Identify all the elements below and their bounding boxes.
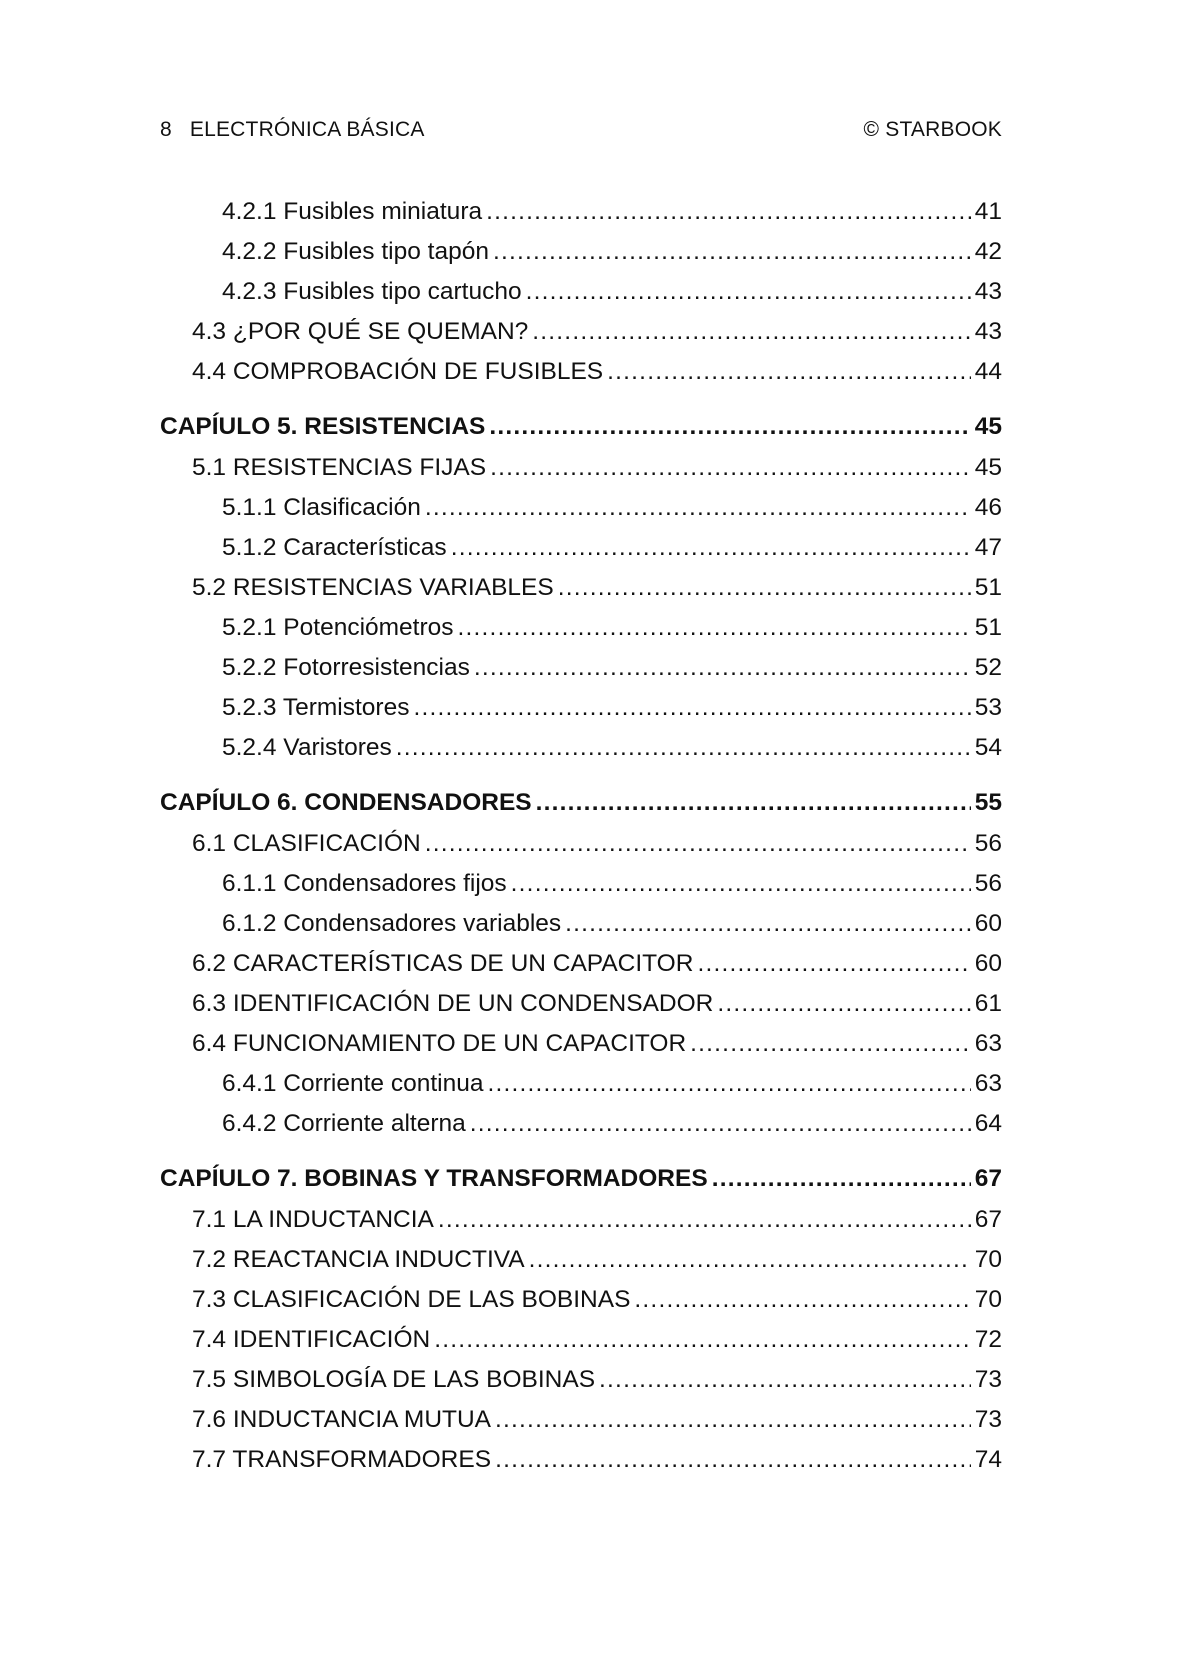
dot-leader [634, 1280, 970, 1320]
dot-leader [488, 1064, 971, 1104]
toc-entry [160, 1104, 1002, 1144]
toc-entry [160, 824, 1002, 864]
dot-leader [599, 1360, 971, 1400]
dot-leader [495, 1440, 971, 1480]
dot-leader [529, 1240, 971, 1280]
toc-entry [160, 608, 1002, 648]
header-left [160, 118, 443, 142]
toc-entry-title: 6.1 CLASIFICACIÓN [192, 830, 421, 857]
dot-leader [511, 864, 971, 904]
dot-leader [526, 272, 971, 312]
toc-entry-page: 54 [974, 734, 1002, 761]
dot-leader [425, 824, 971, 864]
toc-entry-title: CAPÍULO 7. BOBINAS Y TRANSFORMADORES [160, 1165, 708, 1192]
toc-entry [160, 352, 1002, 392]
toc-entry-page: 41 [974, 198, 1002, 225]
toc-entry-title: 6.4 FUNCIONAMIENTO DE UN CAPACITOR [192, 1030, 687, 1057]
toc-entry-title: 6.4.2 Corriente alterna [222, 1110, 466, 1137]
toc-entry [160, 984, 1002, 1024]
toc-entry-page: 56 [974, 830, 1002, 857]
dot-leader [413, 688, 970, 728]
table-of-contents [160, 192, 1002, 1480]
toc-entry-title: 5.1.1 Clasificación [222, 494, 421, 521]
toc-entry-page: 52 [974, 654, 1002, 681]
dot-leader [451, 528, 971, 568]
toc-entry [160, 448, 1002, 488]
toc-entry-title: 4.2.3 Fusibles tipo cartucho [222, 278, 522, 305]
toc-entry-page: 73 [974, 1366, 1002, 1393]
dot-leader [489, 406, 970, 448]
dot-leader [434, 1320, 971, 1360]
toc-entry [160, 1400, 1002, 1440]
toc-entry-title: 6.1.2 Condensadores variables [222, 910, 562, 937]
toc-entry-title: 5.2 RESISTENCIAS VARIABLES [192, 574, 554, 601]
toc-entry-page: 60 [974, 910, 1002, 937]
toc-entry [160, 864, 1002, 904]
toc-entry [160, 1320, 1002, 1360]
dot-leader [425, 488, 971, 528]
toc-entry-page: 45 [974, 454, 1002, 481]
dot-leader [396, 728, 971, 768]
toc-entry-page: 55 [974, 789, 1002, 816]
dot-leader [486, 192, 971, 232]
toc-entry-title: 7.5 SIMBOLOGÍA DE LAS BOBINAS [192, 1366, 596, 1393]
book-title: ELECTRÓNICA BÁSICA [189, 118, 425, 141]
toc-entry [160, 1360, 1002, 1400]
toc-chapter-entry [160, 406, 1002, 448]
toc-entry-page: 44 [974, 358, 1002, 385]
dot-leader [717, 984, 970, 1024]
dot-leader [474, 648, 971, 688]
dot-leader [690, 1024, 971, 1064]
toc-entry [160, 904, 1002, 944]
toc-entry-page: 74 [974, 1446, 1002, 1473]
toc-entry-page: 63 [974, 1070, 1002, 1097]
toc-entry-page: 63 [974, 1030, 1002, 1057]
toc-entry [160, 1200, 1002, 1240]
toc-entry-page: 70 [974, 1246, 1002, 1273]
toc-entry [160, 1240, 1002, 1280]
toc-entry [160, 272, 1002, 312]
toc-entry-page: 53 [974, 694, 1002, 721]
toc-entry-page: 67 [974, 1206, 1002, 1233]
dot-leader [495, 1400, 971, 1440]
toc-entry-title: CAPÍULO 5. RESISTENCIAS [160, 413, 486, 440]
toc-entry-page: 67 [974, 1165, 1002, 1192]
toc-entry-title: 5.2.2 Fotorresistencias [222, 654, 470, 681]
running-header [160, 118, 1002, 142]
toc-entry-page: 43 [974, 278, 1002, 305]
toc-entry [160, 688, 1002, 728]
toc-entry [160, 1280, 1002, 1320]
toc-entry-title: 5.2.1 Potenciómetros [222, 614, 454, 641]
toc-entry-title: 4.2.2 Fusibles tipo tapón [222, 238, 489, 265]
toc-entry-title: 7.1 LA INDUCTANCIA [192, 1206, 434, 1233]
toc-entry-page: 64 [974, 1110, 1002, 1137]
toc-entry-title: 4.4 COMPROBACIÓN DE FUSIBLES [192, 358, 604, 385]
toc-entry [160, 1024, 1002, 1064]
toc-entry-title: 6.3 IDENTIFICACIÓN DE UN CONDENSADOR [192, 990, 714, 1017]
dot-leader [490, 448, 971, 488]
toc-entry [160, 944, 1002, 984]
toc-entry-page: 43 [974, 318, 1002, 345]
toc-entry-page: 47 [974, 534, 1002, 561]
toc-chapter-entry [160, 1158, 1002, 1200]
page-number: 8 [160, 118, 172, 141]
dot-leader [493, 232, 971, 272]
dot-leader [532, 312, 970, 352]
toc-entry-title: 5.1.2 Características [222, 534, 447, 561]
toc-entry [160, 1064, 1002, 1104]
toc-entry-title: 6.1.1 Condensadores fijos [222, 870, 507, 897]
toc-entry [160, 568, 1002, 608]
dot-leader [438, 1200, 971, 1240]
dot-leader [712, 1158, 971, 1200]
toc-entry [160, 232, 1002, 272]
toc-entry-title: 7.4 IDENTIFICACIÓN [192, 1326, 431, 1353]
toc-entry-title: 4.2.1 Fusibles miniatura [222, 198, 483, 225]
toc-entry-title: 7.3 CLASIFICACIÓN DE LAS BOBINAS [192, 1286, 631, 1313]
dot-leader [697, 944, 970, 984]
toc-entry-title: 5.2.4 Varistores [222, 734, 392, 761]
toc-entry-page: 45 [974, 413, 1002, 440]
toc-entry-page: 46 [974, 494, 1002, 521]
toc-entry-page: 73 [974, 1406, 1002, 1433]
toc-entry-page: 42 [974, 238, 1002, 265]
toc-entry [160, 488, 1002, 528]
toc-entry-title: 4.3 ¿POR QUÉ SE QUEMAN? [192, 318, 529, 345]
dot-leader [607, 352, 971, 392]
toc-entry [160, 528, 1002, 568]
toc-entry-title: 7.6 INDUCTANCIA MUTUA [192, 1406, 492, 1433]
toc-entry-title: 7.2 REACTANCIA INDUCTIVA [192, 1246, 525, 1273]
toc-entry-page: 72 [974, 1326, 1002, 1353]
toc-entry-page: 70 [974, 1286, 1002, 1313]
toc-entry-page: 51 [974, 574, 1002, 601]
dot-leader [558, 568, 971, 608]
toc-entry [160, 192, 1002, 232]
toc-entry-title: CAPÍULO 6. CONDENSADORES [160, 789, 532, 816]
toc-entry-title: 7.7 TRANSFORMADORES [192, 1446, 492, 1473]
dot-leader [470, 1104, 971, 1144]
dot-leader [565, 904, 971, 944]
toc-entry [160, 728, 1002, 768]
toc-entry-page: 61 [974, 990, 1002, 1017]
toc-entry-title: 5.2.3 Termistores [222, 694, 410, 721]
toc-entry-page: 51 [974, 614, 1002, 641]
toc-entry-title: 6.4.1 Corriente continua [222, 1070, 484, 1097]
toc-entry-title: 6.2 CARACTERÍSTICAS DE UN CAPACITOR [192, 950, 694, 977]
toc-entry [160, 648, 1002, 688]
toc-entry-title: 5.1 RESISTENCIAS FIJAS [192, 454, 487, 481]
toc-entry-page: 56 [974, 870, 1002, 897]
toc-entry [160, 312, 1002, 352]
dot-leader [458, 608, 971, 648]
publisher: © STARBOOK [863, 118, 1002, 141]
toc-chapter-entry [160, 782, 1002, 824]
toc-entry-page: 60 [974, 950, 1002, 977]
toc-entry [160, 1440, 1002, 1480]
dot-leader [536, 782, 971, 824]
